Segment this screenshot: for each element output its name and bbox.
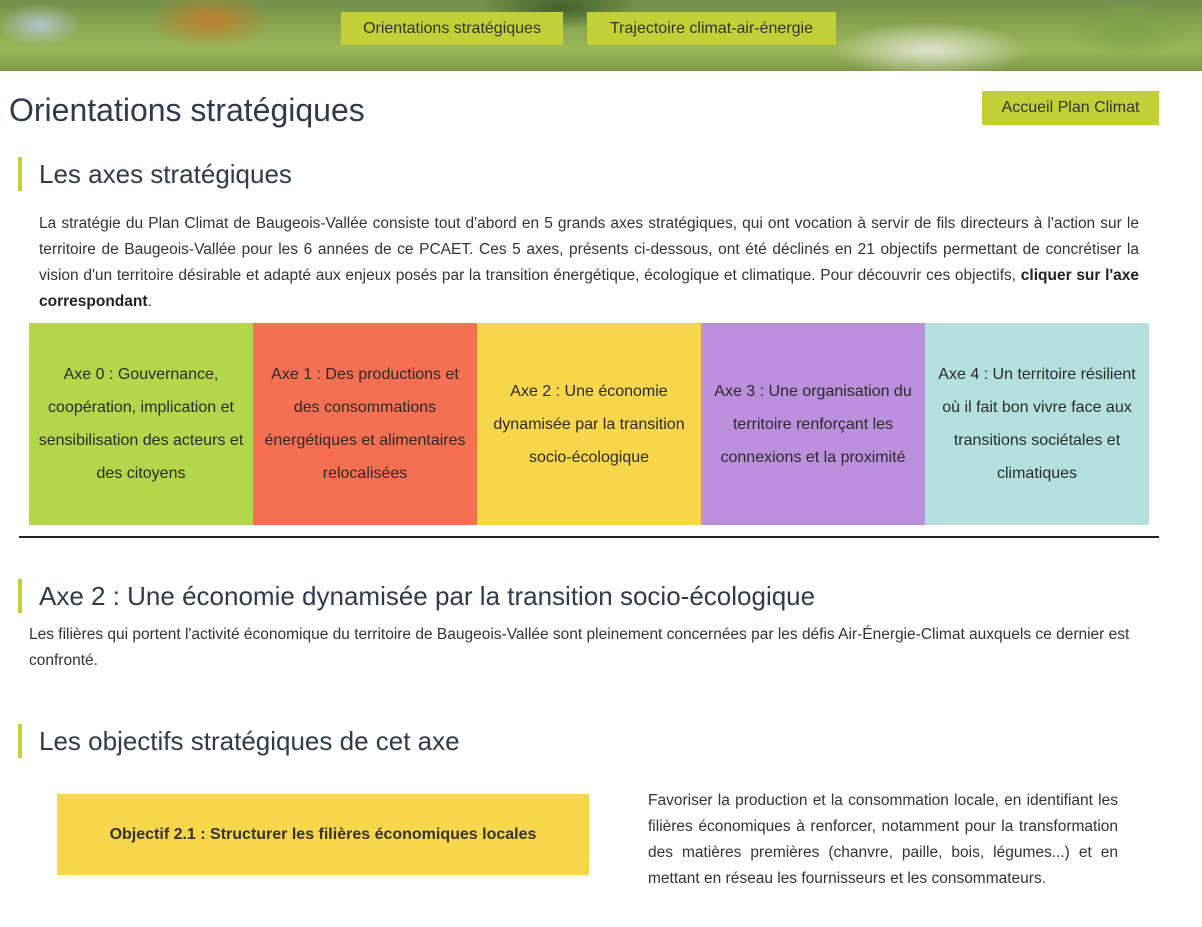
axis-box-1[interactable]: [253, 323, 477, 525]
page-title: Orientations stratégiques: [9, 92, 365, 128]
axes-section-heading: Les axes stratégiques: [18, 157, 292, 191]
axe2-description: Les filières qui portent l'activité économique du territoire de Baugeois-Vallée sont pleinement concernées par les défis Air-Énergie-Climat auxquels ce dernier est confronté.: [29, 626, 1130, 669]
header-banner: [0, 0, 1202, 71]
axis-label: Axe 4 : Un territoire résilient où il fait bon vivre face aux transitions sociétales et climatiques: [938, 366, 1136, 482]
nav-orientations-strategiques[interactable]: Orientations stratégiques: [341, 12, 563, 45]
axes-grid: [29, 323, 1149, 525]
objective-label: Objectif 2.1 : Structurer les filières économiques locales: [109, 825, 537, 843]
nav-trajectoire-climat-air-energie[interactable]: Trajectoire climat-air-énergie: [587, 12, 836, 45]
intro-end: .: [147, 293, 152, 310]
axis-box-0[interactable]: [29, 323, 253, 525]
axis-box-2[interactable]: [477, 323, 701, 525]
intro-bold-text: cliquer sur l'axe correspondant: [39, 267, 1139, 310]
axis-box-3[interactable]: [701, 323, 925, 525]
section-divider: [19, 536, 1159, 538]
axis-label: Axe 1 : Des productions et des consommations énergétiques et alimentaires relocalisées: [264, 366, 466, 482]
objective-description: Favoriser la production et la consommation locale, en identifiant les filières économiques à renforcer, notamment pour la transformation des matières premières (chanvre, paille, bois, légumes...) et en mettant en réseau les fournisseurs et les consommateurs.: [648, 792, 1118, 887]
axis-label: Axe 3 : Une organisation du territoire renforçant les connexions et la proximité: [714, 382, 912, 466]
objectives-heading: Les objectifs stratégiques de cet axe: [18, 724, 460, 758]
axis-box-4[interactable]: [925, 323, 1149, 525]
axes-intro-text: [39, 211, 1139, 315]
objective-2-1-box[interactable]: [57, 794, 589, 875]
intro-text: La stratégie du Plan Climat de Baugeois-Vallée consiste tout d'abord en 5 grands axes stratégiques, qui ont vocation à servir de fils directeurs à l'action sur le territoire de Baugeois-Vallée pour les 6 années de ce PCAET. Ces 5 axes, présents ci-dessous, ont été déclinés en 21 objectifs permettant de concrétiser la vision d'un territoire désirable et adapté aux enjeux posés par la transition énergétique, écologique et climatique. Pour découvrir ces objectifs,: [39, 215, 1139, 284]
axe2-heading: Axe 2 : Une économie dynamisée par la transition socio-écologique: [18, 579, 815, 613]
axis-label: Axe 0 : Gouvernance, coopération, implication et sensibilisation des acteurs et des citoyens: [38, 366, 244, 482]
axis-label: Axe 2 : Une économie dynamisée par la transition socio-écologique: [493, 382, 685, 466]
accueil-plan-climat-button[interactable]: Accueil Plan Climat: [982, 91, 1159, 125]
